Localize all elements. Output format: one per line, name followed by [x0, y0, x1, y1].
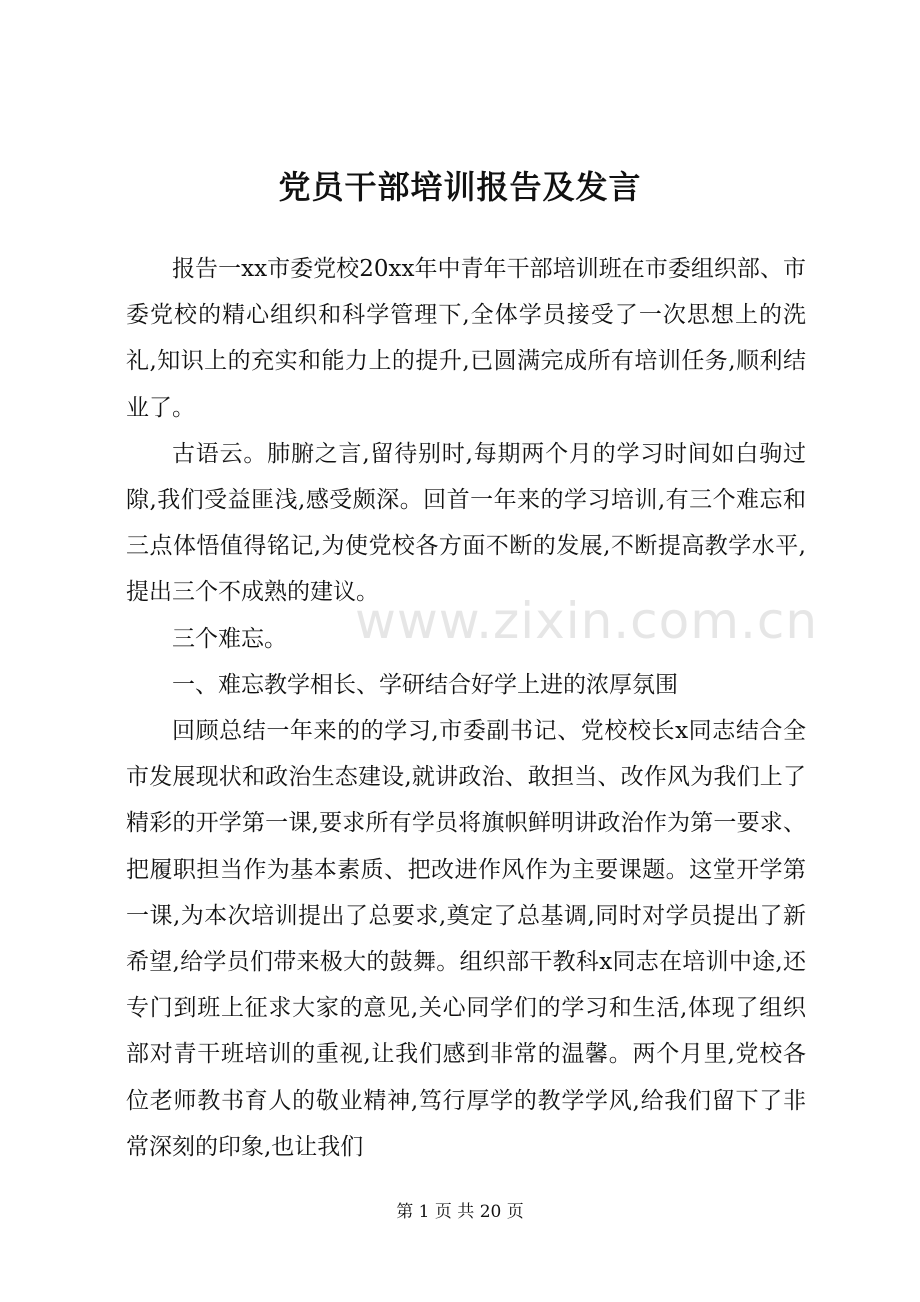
- paragraph-proverb: 古语云。肺腑之言,留待别时,每期两个月的学习时间如白驹过隙,我们受益匪浅,感受颇深。回首一年来的学习培训,有三个难忘和三点体悟值得铭记,为使党校各方面不断的发展,不断提高教学水平,提出三个不成熟的建议。: [126, 440, 806, 606]
- paragraph-report-intro: 报告一xx市委党校20xx年中青年干部培训班在市委组织部、市委党校的精心组织和科学管理下,全体学员接受了一次思想上的洗礼,知识上的充实和能力上的提升,已圆满完成所有培训任务,顺利结业了。: [126, 256, 806, 421]
- watermark-text: www.zixin.com.cn: [355, 592, 819, 650]
- document-body: [126, 246, 806, 1170]
- section-heading-one: 一、难忘教学相长、学研结合好学上进的浓厚氛围: [172, 671, 678, 698]
- paragraph-review: 回顾总结一年来的的学习,市委副书记、党校校长x同志结合全市发展现状和政治生态建设,就讲政治、敢担当、改作风为我们上了精彩的开学第一课,要求所有学员将旗帜鲜明讲政治作为第一要求、把履职担当作为基本素质、把改进作风作为主要课题。这堂开学第一课,为本次培训提出了总要求,奠定了总基调,同时对学员提出了新希望,给学员们带来极大的鼓舞。组织部干教科x同志在培训中途,还专门到班上征求大家的意见,关心同学们的学习和生活,体现了组织部对青干班培训的重视,让我们感到非常的温馨。两个月里,党校各位老师教书育人的敬业精神,笃行厚学的教学学风,给我们留下了非常深刻的印象,也让我们: [126, 718, 806, 1160]
- document-title: 党员干部培训报告及发言: [278, 168, 642, 206]
- page-footer: 第 1 页 共 20 页: [396, 1202, 524, 1222]
- paragraph-three-memories: 三个难忘。: [172, 625, 287, 652]
